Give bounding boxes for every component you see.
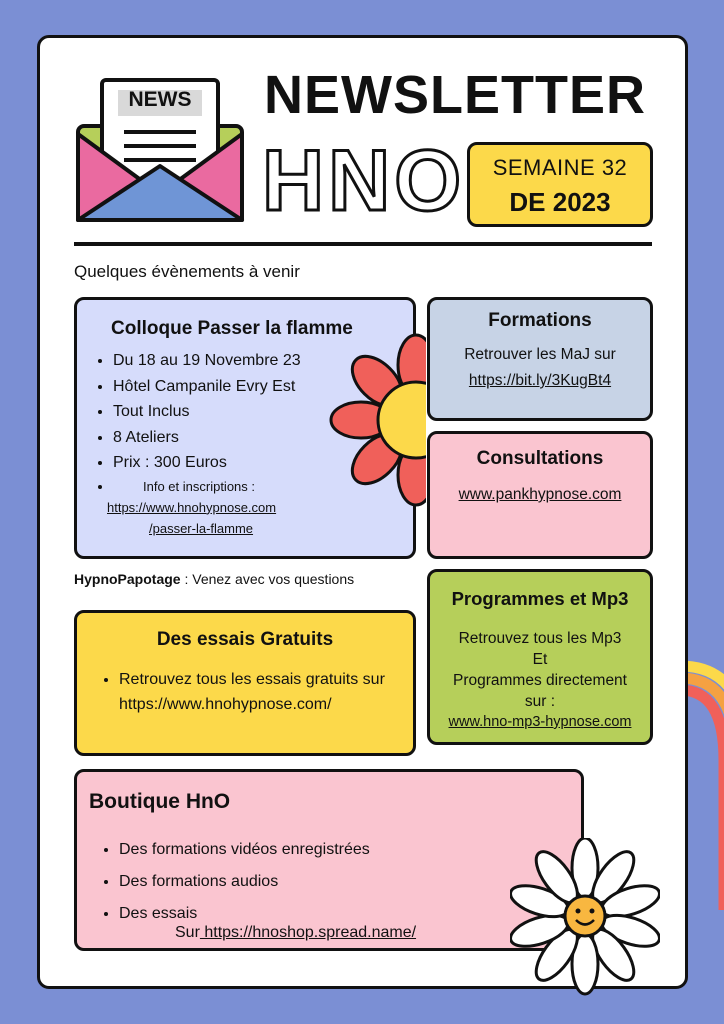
boutique-card <box>74 769 584 951</box>
consultations-title: Consultations <box>476 448 604 469</box>
info-label: • Info et inscriptions : <box>143 478 255 494</box>
boutique-title: Boutique HnO <box>89 790 231 813</box>
week-year: DE 2023 <box>509 187 611 217</box>
papotage-label: HypnoPapotage <box>74 571 181 587</box>
list-item: • Hôtel Campanile Evry Est <box>113 374 301 400</box>
week-number: SEMAINE 32 <box>492 155 628 180</box>
formations-text: Retrouver les MaJ sur <box>464 346 616 363</box>
envelope-news-label: NEWS <box>128 88 192 111</box>
formations-card <box>427 297 653 421</box>
programmes-card <box>427 569 653 745</box>
hno-title: HNO <box>262 133 466 229</box>
list-item: • Des formations vidéos enregistrées <box>119 834 370 866</box>
consultations-card <box>427 431 653 559</box>
smiley-daisy-decoration <box>510 838 660 998</box>
programmes-line2: Et <box>532 651 548 668</box>
red-flower-decoration <box>316 325 426 515</box>
essais-card <box>74 610 416 756</box>
papotage-text: : Venez avec vos questions <box>180 571 355 587</box>
formations-title: Formations <box>488 310 592 331</box>
list-item: • Prix : 300 Euros <box>113 450 301 476</box>
consultations-link[interactable]: www.pankhypnose.com <box>458 486 622 503</box>
papotage-line <box>74 571 354 587</box>
list-item: • Tout Inclus <box>113 399 301 425</box>
colloque-link[interactable]: https://www.hnohypnose.com <box>107 499 277 515</box>
newsletter-title: NEWSLETTER <box>264 65 646 125</box>
list-item: • Du 18 au 19 Novembre 23 <box>113 348 301 374</box>
week-badge <box>467 142 653 227</box>
colloque-link-continued[interactable]: /passer-la-flamme <box>149 520 254 536</box>
essais-title: Des essais Gratuits <box>156 629 334 650</box>
programmes-title: Programmes et Mp3 <box>451 588 629 609</box>
boutique-shop-link[interactable]: https://hnoshop.spread.name/ <box>199 924 417 941</box>
header-divider <box>74 242 652 246</box>
essais-list <box>97 667 399 717</box>
programmes-line1: Retrouvez tous les Mp3 <box>458 630 622 647</box>
list-item: • Des formations audios <box>119 866 370 898</box>
formations-link[interactable]: https://bit.ly/3KugBt4 <box>468 372 612 389</box>
colloque-list <box>91 348 301 539</box>
programmes-link[interactable]: www.hno-mp3-hypnose.com <box>448 714 632 730</box>
intro-text: Quelques évènements à venir <box>74 262 300 281</box>
colloque-title: Colloque Passer la flamme <box>111 318 353 339</box>
shop-prefix: Sur <box>175 924 200 941</box>
boutique-shop-line <box>175 924 416 942</box>
list-item <box>119 667 399 717</box>
essais-link[interactable]: https://www.hnohypnose.com/ <box>119 696 332 713</box>
programmes-line4: sur : <box>524 693 556 710</box>
programmes-line3: Programmes directement <box>452 672 627 689</box>
list-item: • 8 Ateliers <box>113 425 301 451</box>
list-item-info <box>107 476 301 539</box>
list-item: • Des essais <box>119 898 370 930</box>
boutique-list <box>97 834 370 930</box>
essais-text: Retrouvez tous les essais gratuits sur <box>119 671 385 688</box>
